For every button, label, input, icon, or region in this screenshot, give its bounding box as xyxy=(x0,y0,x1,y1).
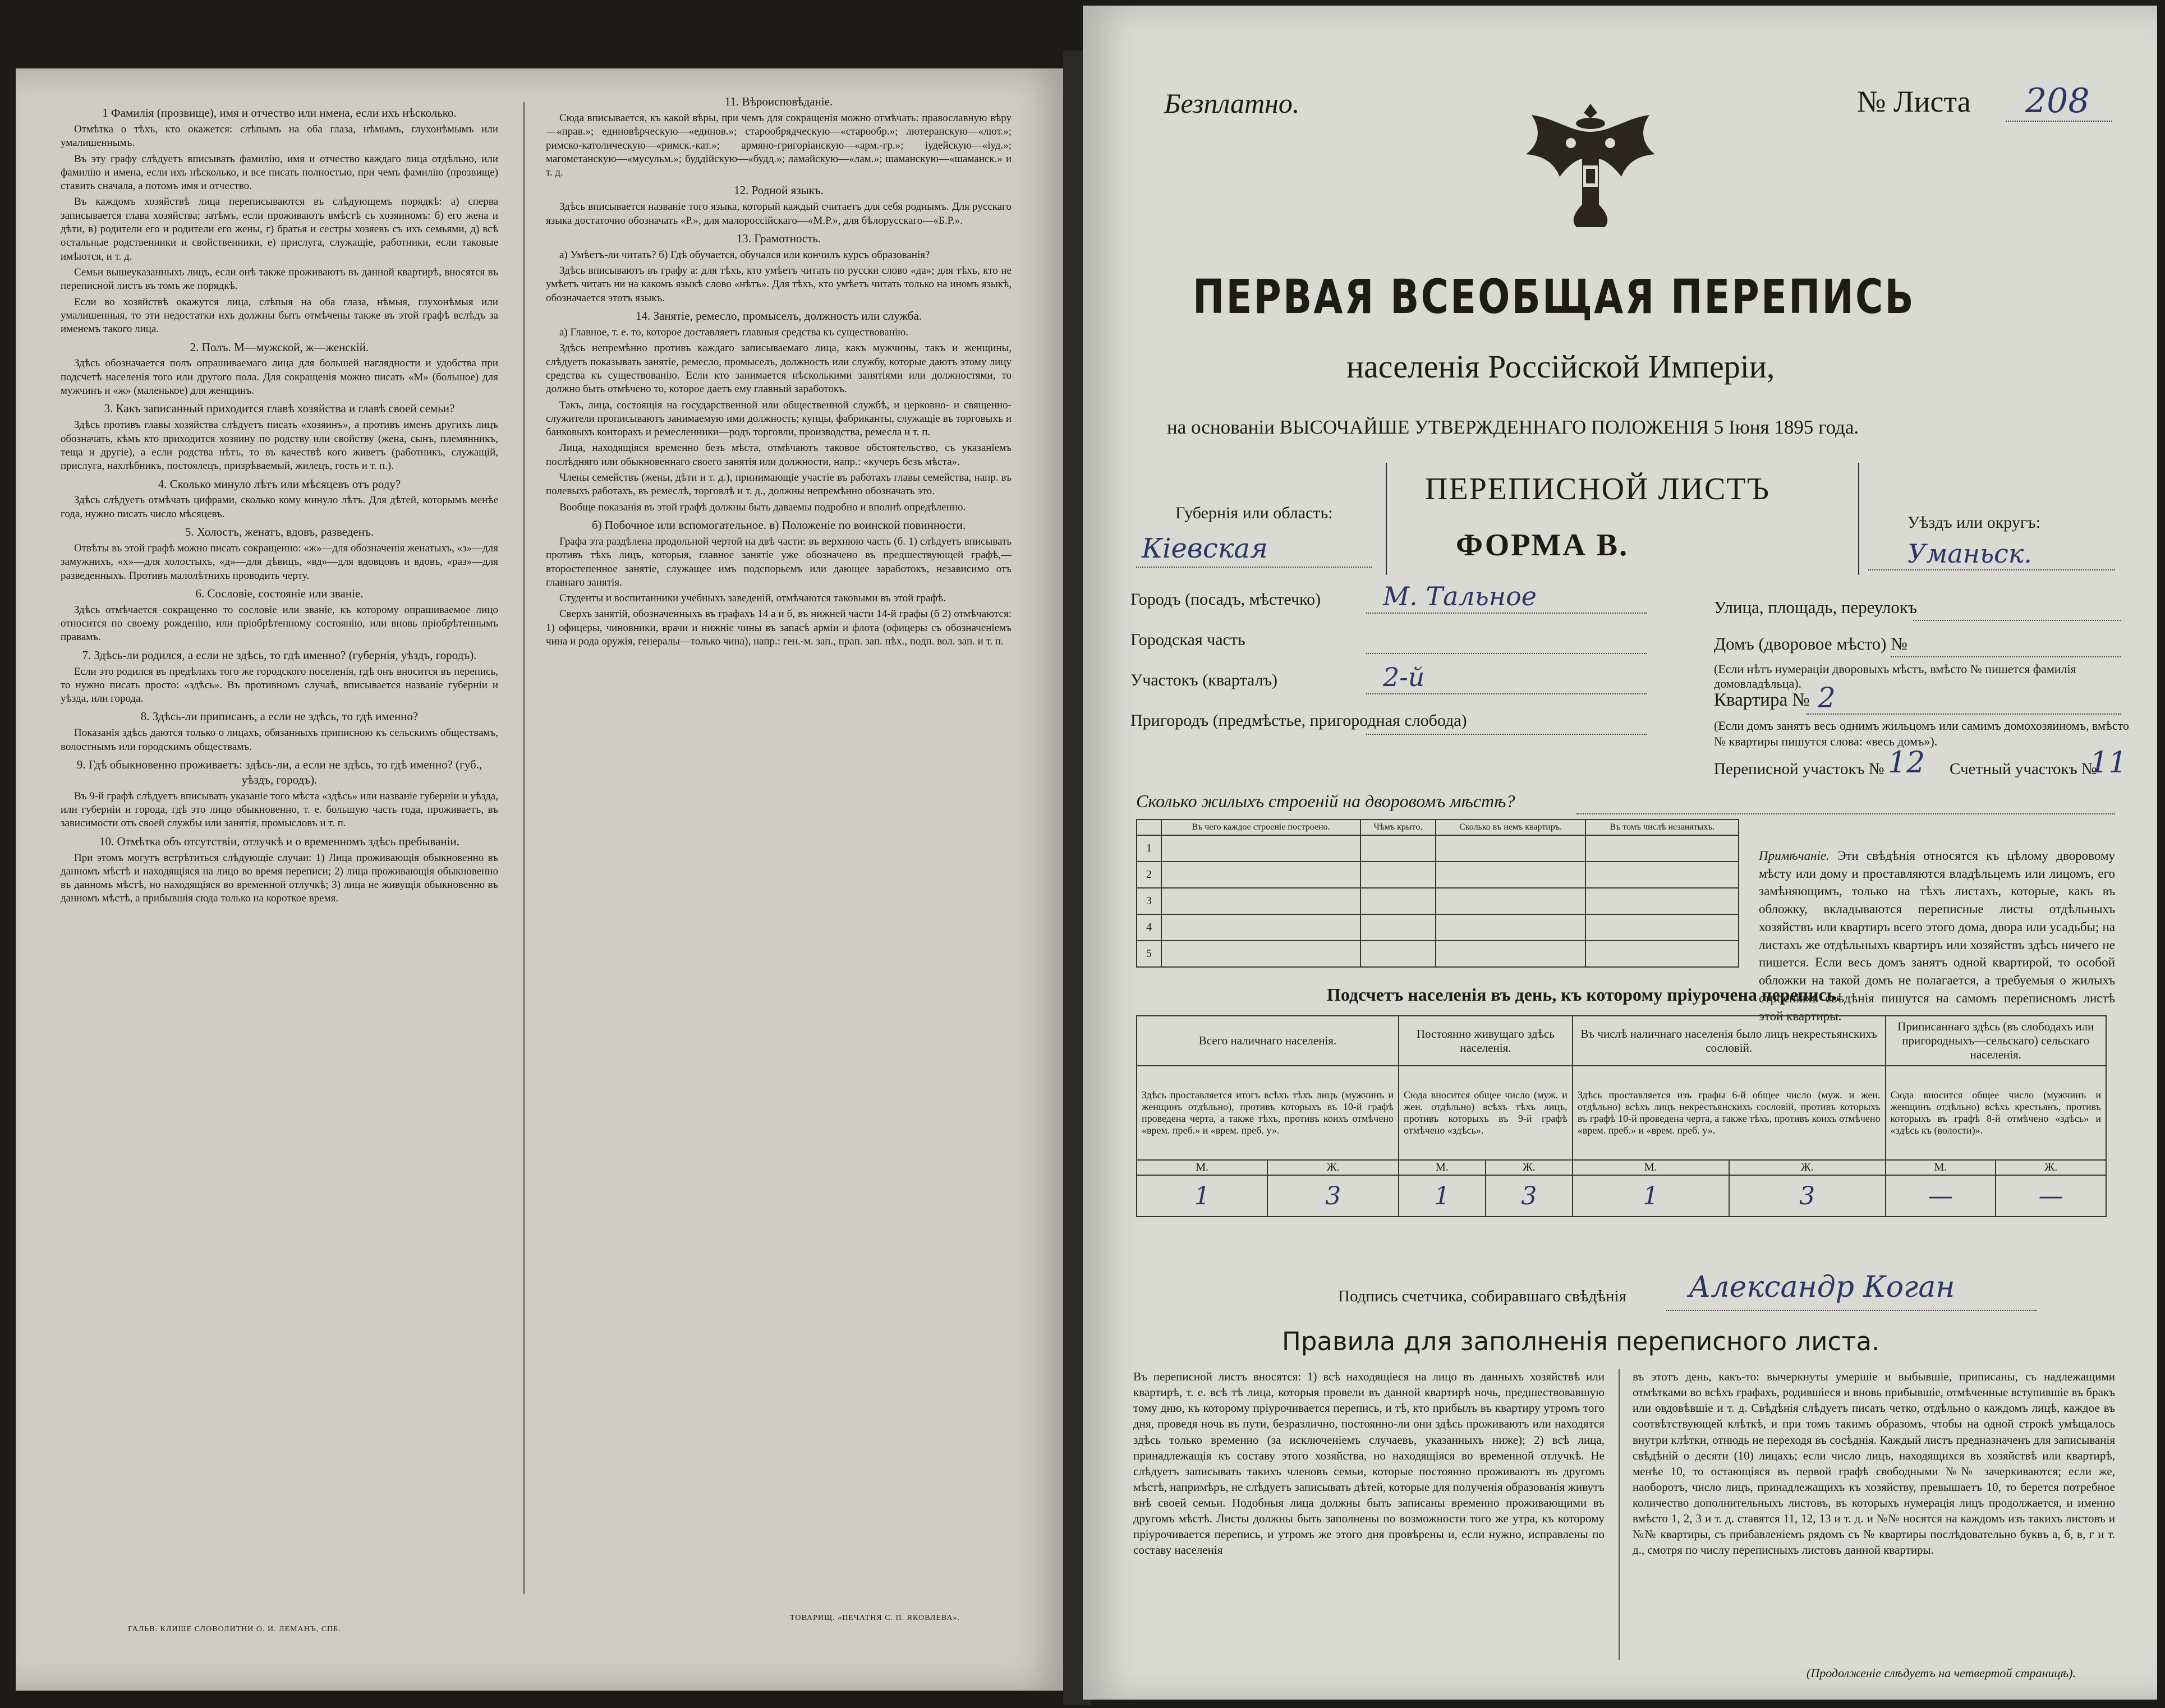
left-printer-imprint: ГАЛЬВ. КЛИШЕ СЛОВОЛИТНИ О. И. ЛЕМАНЪ, СПБ. xyxy=(128,1625,341,1633)
rules-title: Правила для заполненія переписного листа. xyxy=(1282,1327,1880,1356)
section-paragraph: Здѣсь вписывается названіе того языка, который каждый считаетъ для себя роднымъ. Для русскаго языка достаточно обозначать «Р.», для малороссійскаго—«М.Р.», для бѣлорусскаго—«Б.Р.». xyxy=(546,201,1012,227)
buildings-row xyxy=(1137,941,1739,967)
rules-text-right: въ этотъ день, какъ-то: вычеркнуты умершіе и выбывшіе, приписаны, съ надлежащими отмѣтками во всѣхъ графахъ, родившіеся и вновь прибывшіе, отмѣченные вступившіе въ бракъ или овдовѣвшіе и т. д. Свѣдѣнія слѣдуетъ писать четко, отдѣльно о каждомъ лицѣ, каждое въ соотвѣтствующей клѣткѣ, и при томъ такимъ образомъ, чтобы на одной строкѣ умѣщалось внутри клѣтки, отнюдь не переходя въ сосѣднія. Каждый листъ предназначенъ для записыванія свѣдѣній о десяти (10) лицахъ; если число лицъ, находящихся въ хозяйствѣ или квартирѣ, менѣе 10, то остающіяся въ первой графѣ свободными №№ зачеркиваются; если же, наоборотъ, число лицъ, принадлежащихъ къ хозяйству, превышаетъ 10, то берется потребное количество дополнительныхъ листовъ, въ которыхъ нумерація лицъ продолжается, и именно вмѣсто 1, 2, 3 и т. д. ставятся 11, 12, 13 и т. д. и №№ носятся на каждомъ изъ такихъ листовъ и №№ квартиры, съ прибавленіемъ рядомъ съ № квартиры послѣдовательно буквъ а, б, в, г и т. д., смотря по числу переписныхъ листовъ данной квартиры. xyxy=(1633,1370,2115,1557)
count-district-label: Счетный участокъ № xyxy=(1950,760,2097,778)
address-field-underline xyxy=(1366,653,1647,654)
count-column-description: Сюда вносится общее число (муж. и жен. отдѣльно) всѣхъ тѣхъ лицъ, противъ которыхъ въ 9-й графѣ отмѣчено «здѣсь». xyxy=(1399,1066,1573,1160)
count-male-value: 1 xyxy=(1399,1175,1486,1217)
count-female-value: 3 xyxy=(1267,1175,1399,1217)
column-divider xyxy=(523,102,525,1594)
population-count-heading: Подсчетъ населенія въ день, къ которому пріурочена перепись. xyxy=(1327,984,1841,1005)
section-heading: 9. Гдѣ обыкновенно проживаетъ: здѣсь-ли, а если не здѣсь, то гдѣ именно? (губ., уѣздъ, городъ). xyxy=(76,757,482,786)
section-paragraph: Въ каждомъ хозяйствѣ лица переписываются въ слѣдующемъ порядкѣ: а) сперва записывается глава хозяйства; затѣмъ, если проживаютъ вмѣстѣ съ хозяиномъ: б) его жена и дѣти, в) родители его и родители его жены, г) братья и сестры хозяевъ съ ихъ семьями, д) всѣ остальные родственники и свойственники, е) прислуга, служащіе, работники, если таковые имѣются, и т. д. xyxy=(61,196,498,263)
buildings-row-number: 4 xyxy=(1137,914,1161,941)
count-female-value: 3 xyxy=(1729,1175,1886,1217)
form-title-line-1: ПЕРЕПИСНОЙ ЛИСТЪ xyxy=(1425,472,1771,507)
buildings-cell xyxy=(1585,862,1739,888)
section-heading: 10. Отмѣтка объ отсутствіи, отлучкѣ и о временномъ здѣсь пребываніи. xyxy=(99,834,459,848)
buildings-row xyxy=(1137,914,1739,941)
gubernia-value: Кіевская xyxy=(1142,533,1268,564)
section-paragraph: Здѣсь слѣдуетъ отмѣчать цифрами, сколько кому минуло лѣтъ. Для дѣтей, которымъ менѣе года, нужно писать число мѣсяцевъ. xyxy=(61,494,498,520)
continued-note: (Продолженіе слѣдуетъ на четвертой страницѣ). xyxy=(1807,1666,2076,1680)
buildings-table-header xyxy=(1137,820,1739,835)
census-title: ПЕРВАЯ ВСЕОБЩАЯ ПЕРЕПИСЬ xyxy=(1193,269,1915,324)
male-label: М. xyxy=(1886,1160,1996,1175)
section-paragraph: а) Главное, т. е. то, которое доставляетъ главныя средства къ существованію. xyxy=(559,326,909,338)
buildings-cell xyxy=(1436,941,1585,967)
section-paragraph: Члены семействъ (жены, дѣти и т. д.), принимающіе участіе въ работахъ главы семейства, напр. въ полевыхъ работахъ, въ ремеслѣ, торговлѣ и т. д., должны непремѣнно обозначать это. xyxy=(546,472,1012,498)
uezd-underline xyxy=(1868,569,2115,570)
count-column-header: Приписаннаго здѣсь (въ слободахъ или пригородныхъ—сельскаго) сельскаго населенія. xyxy=(1886,1016,2106,1066)
census-subtitle: населенія Россійской Имперіи, xyxy=(1346,348,1775,385)
buildings-cell xyxy=(1436,888,1585,914)
right-printer-imprint: ТОВАРИЩ. «ПЕЧАТНЯ С. П. ЯКОВЛЕВА». xyxy=(790,1614,960,1622)
section-heading: 8. Здѣсь-ли приписанъ, а если не здѣсь, то гдѣ именно? xyxy=(140,710,419,724)
section-paragraph: а) Умѣетъ-ли читать? б) Гдѣ обучается, обучался или кончилъ курсъ образованія? xyxy=(559,248,930,261)
buildings-cell xyxy=(1585,835,1739,862)
apartment-underline xyxy=(1807,713,2121,715)
population-count-table xyxy=(1136,1015,2107,1217)
section-heading: 2. Полъ. М—мужской, ж—женскій. xyxy=(190,340,369,354)
address-field-label: Городская часть xyxy=(1130,630,1245,649)
buildings-row xyxy=(1137,862,1739,888)
section-heading: 14. Занятіе, ремесло, промыселъ, должность или служба. xyxy=(636,309,922,323)
buildings-cell xyxy=(1436,835,1585,862)
buildings-cell xyxy=(1360,914,1436,941)
instructions-column-1 xyxy=(61,102,498,1617)
apartment-label: Квартира № xyxy=(1714,690,1810,710)
house-note: (Если нѣтъ нумераціи дворовыхъ мѣстъ, вмѣсто № пишется фамилія домовладѣльца). xyxy=(1714,662,2076,690)
left-page xyxy=(16,68,1068,1691)
section-heading: 7. Здѣсь-ли родился, а если не здѣсь, то гдѣ именно? (губернія, уѣздъ, городъ). xyxy=(82,648,477,662)
buildings-cell xyxy=(1161,835,1360,862)
buildings-cell xyxy=(1585,914,1739,941)
buildings-column-header: Въ чего каждое строеніе построено. xyxy=(1161,820,1360,835)
address-field-row xyxy=(1130,624,1652,664)
instructions-column-2 xyxy=(546,91,1012,1594)
sheet-number-label: № Листа xyxy=(1857,85,1971,118)
buildings-note-text: Эти свѣдѣнія относятся къ цѣлому дворовому мѣсту или дому и проставляются владѣльцемъ или лицомъ, его замѣняющимъ, только на тѣхъ листахъ, которые, какъ въ обложку, вкладываются переписные листы отдѣльныхъ хозяйствъ или квартиръ всего этого дома, двора или усадьбы; на листахъ же отдѣльныхъ квартиръ или хозяйствъ здѣсь ничего не пишется. Если весь домъ занятъ одной квартирой, то особой обложки на такой домъ не полагается, а требуемыя о жилыхъ строеніяхъ свѣдѣнія пишутся на самомъ переписномъ листѣ этой квартиры. xyxy=(1759,849,2115,1023)
buildings-column-header: Чѣмъ крыто. xyxy=(1360,820,1436,835)
count-column-description: Сюда вносится общее число (мужчинъ и женщинъ отдѣльно) всѣхъ крестьянъ, противъ которыхъ въ графѣ 8-й отмѣчено «здѣсь» и «здѣсь къ (волости)». xyxy=(1886,1066,2106,1160)
section-paragraph: Студенты и воспитанники учебныхъ заведеній, отмѣчаются таковыми въ этой графѣ. xyxy=(559,592,946,605)
buildings-cell xyxy=(1360,862,1436,888)
section-heading: б) Побочное или вспомогательное. в) Положеніе по воинской повинности. xyxy=(591,518,966,532)
free-label: Безплатно. xyxy=(1164,88,1300,119)
section-paragraph: Отвѣты въ этой графѣ можно писать сокращенно: «ж»—для обозначенія женатыхъ, «з»—для замужнихъ, «х»—для холостыхъ, «д»—для дѣвицъ, «вд»—для вдовцовъ и вдовъ, «раз»—для разведенныхъ. Противъ малолѣтнихъ проводить черту. xyxy=(61,542,498,582)
buildings-cell xyxy=(1436,914,1585,941)
address-field-row xyxy=(1130,705,1652,745)
signature-underline xyxy=(1666,1310,2037,1311)
male-label: М. xyxy=(1137,1160,1267,1175)
legal-basis-line: на основаніи ВЫСОЧАЙШЕ УТВЕРЖДЕННАГО ПОЛОЖЕНІЯ 5 Іюня 1895 года. xyxy=(1167,416,1859,438)
section-paragraph: Если во хозяйствѣ окажутся лица, слѣпыя на оба глаза, нѣмыя, глухонѣмыя или умалишенныя, то эти недостатки ихъ должны быть отмѣчены также въ этой графѣ вслѣдъ за именемъ такого лица. xyxy=(61,296,498,335)
section-paragraph: Семьи вышеуказанныхъ лицъ, если онѣ также проживаютъ въ данной квартирѣ, вносятся въ переписной листъ въ томъ же порядкѣ. xyxy=(61,266,498,292)
female-label: Ж. xyxy=(1729,1160,1886,1175)
count-male-value: 1 xyxy=(1573,1175,1729,1217)
section-paragraph: Если это родился въ предѣлахъ того же городского поселенія, гдѣ онъ вносится въ перепись, то нужно писать просто: «здѣсь». Въ противномъ случаѣ, вписывается названіе губерніи и уѣзда, или города. xyxy=(61,665,498,705)
buildings-underline xyxy=(1576,813,2115,814)
buildings-column-header: Сколько въ немъ квартиръ. xyxy=(1436,820,1585,835)
section-paragraph: Здѣсь непремѣнно противъ каждаго записываемаго лица, какъ мужчины, такъ и женщины, слѣдуетъ показывать занятіе, ремесло, промыселъ, должность или службу, которые даютъ этому лицу средства къ существованію. Если кто занимается нѣсколькими занятіями или должностями, то должно быть отмѣчено то, которое даетъ ему главный заработокъ. xyxy=(546,342,1012,395)
count-male-value: — xyxy=(1886,1175,1996,1217)
buildings-row-number: 2 xyxy=(1137,862,1161,888)
buildings-cell xyxy=(1161,914,1360,941)
section-paragraph: Вообще показанія въ этой графѣ должны быть даваемы подробно и вполнѣ опредѣленно. xyxy=(559,501,966,513)
buildings-cell xyxy=(1360,941,1436,967)
section-paragraph: Въ 9-й графѣ слѣдуетъ вписывать указаніе того мѣста «здѣсь» или названіе губерніи и уѣзда, или губерніи и города, гдѣ это лицо обыкновенно, т. е. большую часть года, проживаетъ, въ зависимости отъ своей службы или занятія, промысловъ и т. п. xyxy=(61,790,498,830)
section-heading: 4. Сколько минуло лѣтъ или мѣсяцевъ отъ роду? xyxy=(158,477,401,491)
buildings-question: Сколько жилыхъ строеній на дворовомъ мѣстѣ? xyxy=(1136,791,1515,811)
rules-text-left: Въ переписной листъ вносятся: 1) всѣ находящіеся на лицо въ данныхъ хозяйствѣ или квартирѣ, т. е. всѣ тѣ лица, которыя провели въ данной квартирѣ ночь, предшествовавшую тому дню, къ которому пріурочивается перепись, и тѣ, кто прибылъ въ квартиру утромъ того дня, проведя ночь въ пути, безразлично, постоянно-ли они здѣсь проживаютъ или находятся здѣсь только временно (за исключеніемъ случаевъ, указанныхъ ниже); 2) всѣ лица, принадлежащія къ составу этого хозяйства, но находящіяся во временной отлучкѣ. Не слѣдуетъ записывать такихъ членовъ семьи, которые постоянно проживаютъ въ другомъ мѣстѣ, напримѣръ, не слѣдуетъ записывать дѣтей, которые для полученія образованія живутъ внѣ своей семьи. Подобныя лица должны быть записаны временно проживающими въ другомъ мѣстѣ. Листы должны быть заполнены по возможности того же утра, къ которому пріурочивается перепись, и утромъ же этого дня провѣрены и, если нужно, исправлены по составу населенія xyxy=(1133,1370,1605,1557)
rules-column-divider xyxy=(1619,1369,1620,1660)
section-heading: 5. Холостъ, женатъ, вдовъ, разведенъ. xyxy=(185,525,374,538)
count-district-value: 11 xyxy=(2090,746,2127,780)
section-paragraph: При этомъ могутъ встрѣтиться слѣдующіе случаи: 1) Лица проживающія обыкновенно въ данномъ мѣстѣ и находящіяся на лицо во время переписи; 2) лица проживающія обыкновенно въ данномъ мѣстѣ, но находящіяся во временной отлучкѣ; 3) лица не живущія обыкновенно въ данномъ мѣстѣ, а прибывшія сюда только на короткое время. xyxy=(61,851,498,905)
count-female-value: — xyxy=(1996,1175,2106,1217)
buildings-cell xyxy=(1585,888,1739,914)
address-field-label: Пригородъ (предмѣстье, пригородная слобода) xyxy=(1130,711,1467,730)
section-paragraph: Отмѣтка о тѣхъ, кто окажется: слѣпымъ на оба глаза, нѣмымъ, глухонѣмымъ или умалишеннымъ. xyxy=(61,123,498,149)
section-paragraph: Здѣсь вписываютъ въ графу а: для тѣхъ, кто умѣетъ читать по русски слово «да»; для тѣхъ, кто не умѣетъ читать ни на какомъ языкѣ слово «нѣтъ». Для тѣхъ, кто умѣетъ читать только на иномъ языкѣ, обозначается этотъ языкъ. xyxy=(546,265,1012,304)
street-label: Улица, площадь, переулокъ xyxy=(1714,597,1917,617)
census-form-page xyxy=(1083,6,2157,1700)
count-female-value: 3 xyxy=(1486,1175,1573,1217)
buildings-column-header: Въ томъ числѣ незанятыхъ. xyxy=(1585,820,1739,835)
uezd-label: Уѣздъ или округъ: xyxy=(1907,513,2041,532)
address-field-row xyxy=(1130,583,1652,624)
address-field-underline xyxy=(1366,613,1647,614)
buildings-table xyxy=(1136,819,1739,968)
signature-label: Подпись счетчика, собиравшаго свѣдѣнія xyxy=(1338,1287,1626,1305)
form-title-box xyxy=(1386,463,1859,575)
section-paragraph: Въ эту графу слѣдуетъ вписывать фамилію, имя и отчество каждаго лица отдѣльно, или фамилію и имена, если ихъ нѣсколько, и все писать полностью, при чемъ фамилію (прозвище) ставить сначала, а потомъ имя и отчество. xyxy=(61,153,498,192)
enumerator-signature: Александр Коган xyxy=(1689,1270,1955,1304)
buildings-cell xyxy=(1161,862,1360,888)
count-column-header: Въ числѣ наличнаго населенія было лицъ некрестьянскихъ сословій. xyxy=(1573,1016,1886,1066)
sheet-number-value: 208 xyxy=(2025,81,2090,121)
apartment-note: (Если домъ занятъ весь однимъ жильцомъ или самимъ домохозяиномъ, вмѣсто № квартиры пишутся слова: «весь домъ»). xyxy=(1714,719,2129,748)
count-column-description: Здѣсь проставляется итогъ всѣхъ тѣхъ лицъ (мужчинъ и женщинъ отдѣльно), противъ которыхъ въ 10-й графѣ проведена черта, а также тѣхъ, противъ коихъ отмѣчено «врем. преб.» и «врем. преб. у». xyxy=(1137,1066,1399,1160)
section-heading: 6. Сословіе, состояніе или званіе. xyxy=(195,586,364,600)
male-label: М. xyxy=(1399,1160,1486,1175)
buildings-row-number-header xyxy=(1137,820,1161,835)
buildings-cell xyxy=(1585,941,1739,967)
address-field-value: М. Тальное xyxy=(1383,581,1537,611)
gubernia-label: Губернія или область: xyxy=(1175,504,1333,522)
buildings-row-number: 5 xyxy=(1137,941,1161,967)
census-district-value: 12 xyxy=(1888,746,1925,780)
section-paragraph: Лица, находящіяся временно безъ мѣста, отмѣчаютъ таковое обстоятельство, съ указаніемъ послѣдняго или обыкновеннаго своего занятія или должности, напр.: «кучеръ безъ мѣста». xyxy=(546,442,1012,468)
buildings-cell xyxy=(1360,888,1436,914)
section-paragraph: Сверхъ занятій, обозначенныхъ въ графахъ 14 а и б, въ нижней части 14-й графы (б 2) отмѣчаются: 1) офицеры, чиновники, врачи и нижніе чины въ запасѣ арміи и флота (офицеры съ обозначеніемъ чина и рода оружія, генералы—только чина), напр.: ген.-м. зап., прап. зап. пѣх., подп. вол. зап. и т. п. xyxy=(546,608,1012,648)
female-label: Ж. xyxy=(1486,1160,1573,1175)
female-label: Ж. xyxy=(1267,1160,1399,1175)
house-label: Домъ (дворовое мѣсто) № xyxy=(1714,634,1907,653)
section-paragraph: Такъ, лица, состоящія на государственной или общественной службѣ, и церковно- и священно-служители прописываютъ занимаемую ими должность; купцы, фабриканты, служащіе въ торговыхъ и банковыхъ конторахъ и ремесленники—родъ торговли, производства, ремесла и т. п. xyxy=(546,399,1012,439)
address-fields-left xyxy=(1130,583,1652,745)
male-label: М. xyxy=(1573,1160,1729,1175)
section-paragraph: Здѣсь обозначается полъ опрашиваемаго лица для большей наглядности и удобства при подсчетѣ населенія того или другого пола. Для сокращенія можно писать «М» (большое) для мужчинъ и «ж» (маленькое) для женщинъ. xyxy=(61,357,498,397)
gubernia-underline xyxy=(1136,567,1372,568)
section-paragraph: Здѣсь отмѣчается сокращенно то сословіе или званіе, къ которому опрашиваемое лицо относится по своему рожденію, или пріобрѣтенному состоянію, или вновь пріобрѣтеннымъ правамъ. xyxy=(61,604,498,643)
buildings-row xyxy=(1137,835,1739,862)
buildings-row-number: 1 xyxy=(1137,835,1161,862)
section-heading: 1 Фамилія (прозвище), имя и отчество или имена, если ихъ нѣсколько. xyxy=(102,106,457,119)
address-field-label: Городъ (посадъ, мѣстечко) xyxy=(1130,590,1321,609)
address-field-value: 2-й xyxy=(1383,662,1425,692)
address-field-row xyxy=(1130,664,1652,705)
section-heading: 12. Родной языкъ. xyxy=(734,183,824,197)
section-paragraph: Здѣсь противъ главы хозяйства слѣдуетъ писать «хозяинъ», а противъ именъ другихъ лицъ обозначать, кѣмъ кто приходится хозяину по родству или свойству (жена, сынъ, племянникъ, теща и другіе), а если родства нѣтъ, то въ качествѣ кого живетъ (работникъ, служащій, прислуга, нахлѣбникъ, постоялецъ, призрѣваемый, жилецъ, гость и т. п.). xyxy=(61,419,498,472)
imperial-eagle-emblem xyxy=(1520,93,1661,233)
census-district-label: Переписной участокъ № xyxy=(1714,760,1884,778)
form-title-line-2: ФОРМА В. xyxy=(1456,528,1629,563)
address-field-underline xyxy=(1366,734,1647,735)
section-heading: 11. Вѣроисповѣданіе. xyxy=(724,95,833,108)
count-column-header: Всего наличнаго населенія. xyxy=(1137,1016,1399,1066)
sheet-number-underline xyxy=(2006,121,2112,122)
buildings-row-number: 3 xyxy=(1137,888,1161,914)
section-heading: 3. Какъ записанный приходится главѣ хозяйства и главѣ своей семьи? xyxy=(104,402,455,416)
buildings-cell xyxy=(1161,941,1360,967)
count-male-value: 1 xyxy=(1137,1175,1267,1217)
count-column-description: Здѣсь проставляется изъ графы 6-й общее число (муж. и жен. отдѣльно) всѣхъ лицъ некрестьянскихъ сословій, противъ которыхъ въ графѣ 10-й проведена черта, а также тѣхъ, противъ коихъ отмѣчено «врем. преб.» и «врем. преб. у». xyxy=(1573,1066,1886,1160)
apartment-value: 2 xyxy=(1818,682,1836,714)
buildings-cell xyxy=(1161,888,1360,914)
address-field-underline xyxy=(1366,693,1647,694)
address-field-label: Участокъ (кварталъ) xyxy=(1130,671,1278,689)
buildings-cell xyxy=(1436,862,1585,888)
street-underline xyxy=(1913,620,2121,621)
buildings-note-heading: Примѣчаніе. xyxy=(1759,849,1830,863)
uezd-value: Уманьск. xyxy=(1907,538,2033,569)
count-column-header: Постоянно живущаго здѣсь населенія. xyxy=(1399,1016,1573,1066)
buildings-cell xyxy=(1360,835,1436,862)
house-underline xyxy=(1891,656,2121,657)
buildings-row xyxy=(1137,888,1739,914)
section-paragraph: Показанія здѣсь даются только о лицахъ, обязанныхъ приписною къ сельскимъ обществамъ, волостнымъ или городскимъ обществамъ. xyxy=(61,727,498,753)
section-paragraph: Сюда вписывается, къ какой вѣры, при чемъ для сокращенія можно отмѣчать: православную вѣру—«прав.»; единовѣрческую—«единов.»; старообрядческую—«старообр.»; лютеранскую—«лют.»; римско-католическую—«римск.-кат.»; армяно-григоріанскую—«арм.-гр.»; іудейскую—«іуд.»; магометанскую—«мусульм.»; буддійскую—«будд.»; ламайскую—«лам.»; шаманскую—«шаманск.» и т. д. xyxy=(546,112,1012,179)
section-heading: 13. Грамотность. xyxy=(736,231,821,245)
female-label: Ж. xyxy=(1996,1160,2106,1175)
section-paragraph: Графа эта раздѣлена продольной чертой на двѣ части: въ верхнюю часть (б. 1) слѣдуетъ вписывать противъ тѣхъ лицъ, которыя, главное занятіе уже обозначено въ предшествующей графѣ,—второстепенное занятіе, служащее имъ подспорьемъ или дающее заработокъ, независимо отъ главнаго занятія. xyxy=(546,535,1012,588)
